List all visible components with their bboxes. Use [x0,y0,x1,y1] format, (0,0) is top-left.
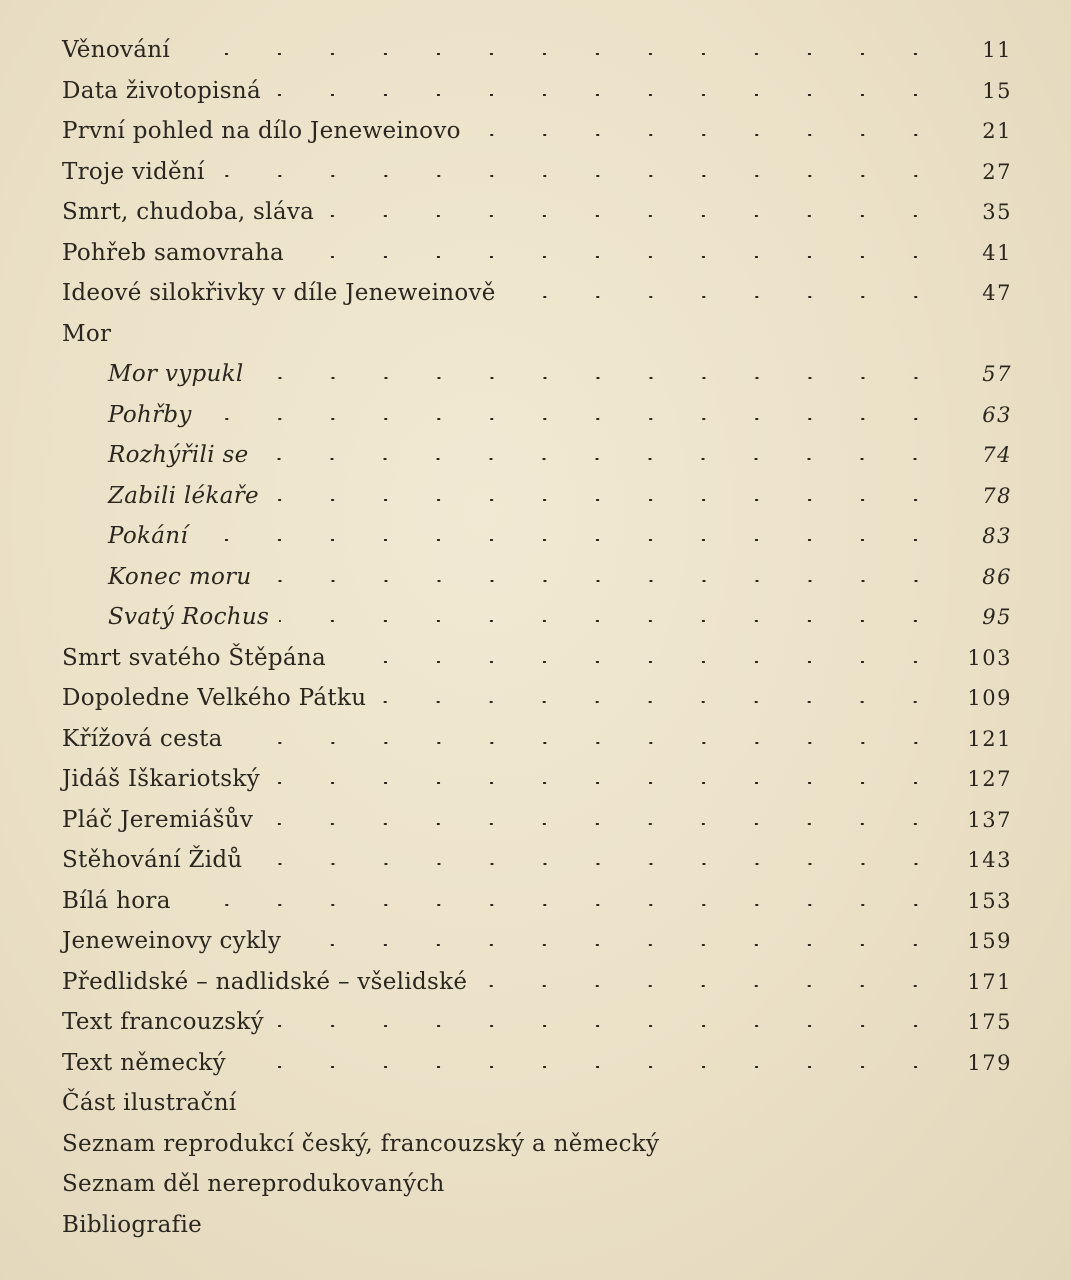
dot-leader [506,296,942,298]
dot-leader [202,418,942,420]
toc-entry-title: Křížová cesta [62,725,223,752]
toc-entry [62,1164,1012,1205]
toc-entry [62,314,1012,355]
toc-entry-title: Předlidské – nadlidské – všelidské [62,968,468,995]
toc-entry-title: Mor [62,320,112,347]
toc-page-number: 41 [982,240,1012,265]
toc-page-number: 159 [967,929,1012,954]
toc-page-number: 86 [982,564,1012,589]
dot-leader [258,458,942,460]
toc-page-number: 171 [967,969,1012,994]
toc-subentry [62,516,1012,557]
toc-entry-title: Text německý [62,1049,226,1076]
dot-leader [270,782,942,784]
toc-entry-title: Text francouzský [62,1009,264,1036]
dot-leader [215,175,942,177]
dot-leader [274,1025,942,1027]
toc-page-number: 47 [982,281,1012,306]
dot-leader [236,1066,942,1068]
dot-leader [376,701,942,703]
toc-page-number: 57 [982,362,1012,387]
toc-subentry [62,597,1012,638]
toc-entry-title: Bílá hora [62,887,171,914]
dot-leader [263,823,942,825]
toc-page-number: 83 [982,524,1012,549]
dot-leader [269,499,942,501]
toc-page-number: 21 [982,119,1012,144]
toc-page-number: 103 [967,645,1012,670]
toc-entry [62,719,1012,760]
toc-subentry [62,435,1012,476]
toc-entry-title: Ideové silokřivky v díle Jeneweinově [62,280,496,307]
toc-page-number: 15 [982,78,1012,103]
dot-leader [198,539,942,541]
toc-entry [62,800,1012,841]
toc-page-number: 27 [982,159,1012,184]
toc-entry [62,962,1012,1003]
dot-leader [471,134,942,136]
toc-page-number: 95 [982,605,1012,630]
dot-leader [477,985,942,987]
toc-subentry [62,476,1012,517]
toc-page-number: 63 [982,402,1012,427]
toc-entry [62,273,1012,314]
toc-entry-title: Pokání [108,523,189,550]
toc-entry [62,840,1012,881]
toc-entry-title: Zabili lékaře [108,482,259,509]
toc-page-number: 121 [967,726,1012,751]
toc-entry-title: Část ilustrační [62,1090,237,1117]
toc-entry-title: Jeneweinovy cykly [62,928,282,955]
toc-page-number: 35 [982,200,1012,225]
dot-leader [180,53,942,55]
dot-leader [291,944,942,946]
dot-leader [254,377,942,379]
toc-entry-title: Konec moru [108,563,252,590]
toc-entry [62,1083,1012,1124]
toc-entry-title: Rozhýřili se [108,442,249,469]
dot-leader [181,904,942,906]
toc-entry [62,192,1012,233]
toc-entry-title: Pohřby [108,401,192,428]
toc-page-number: 11 [982,38,1012,63]
toc-entry [62,152,1012,193]
toc-entry [62,233,1012,274]
toc-entry-title: Pláč Jeremiášův [62,806,254,833]
toc-page-number: 78 [982,483,1012,508]
dot-leader [233,742,942,744]
dot-leader [294,256,942,258]
toc-page-number: 175 [967,1010,1012,1035]
toc-entry [62,1124,1012,1165]
toc-subentry [62,395,1012,436]
toc-entry [62,921,1012,962]
toc-page-number: 143 [967,848,1012,873]
toc-entry [62,1002,1012,1043]
dot-leader [324,215,942,217]
toc-page-number: 127 [967,767,1012,792]
toc-entry [62,111,1012,152]
toc-entry-title: Smrt svatého Štěpána [62,644,327,671]
toc-entry [62,1043,1012,1084]
toc-entry-title: Data životopisná [62,77,262,104]
dot-leader [253,863,942,865]
toc-entry [62,638,1012,679]
toc-entry-title: Mor vypukl [108,361,244,388]
toc-subentry [62,557,1012,598]
dot-leader [336,661,942,663]
toc-entry-title: Smrt, chudoba, sláva [62,199,315,226]
toc-entry-title: Troje vidění [62,158,205,185]
toc-page-number: 179 [967,1050,1012,1075]
toc-entry-title: Bibliografie [62,1211,203,1238]
table-of-contents [62,30,1012,1245]
dot-leader [262,580,943,582]
toc-entry-title: Svatý Rochus [108,604,270,631]
toc-page-number: 109 [967,686,1012,711]
toc-entry [62,881,1012,922]
toc-page-number: 153 [967,888,1012,913]
toc-page-number: 137 [967,807,1012,832]
toc-entry [62,30,1012,71]
toc-entry-title: Seznam reprodukcí český, francouzský a německý [62,1130,660,1157]
toc-entry-title: Seznam děl nereprodukovaných [62,1171,445,1198]
toc-entry [62,759,1012,800]
toc-entry-title: Věnování [62,37,171,64]
toc-page-number: 74 [982,443,1012,468]
toc-entry [62,1205,1012,1246]
dot-leader [279,620,942,622]
toc-entry-title: Stěhování Židů [62,847,243,874]
dot-leader [271,94,942,96]
toc-entry-title: Dopoledne Velkého Pátku [62,685,367,712]
toc-entry [62,678,1012,719]
toc-entry [62,71,1012,112]
toc-entry-title: První pohled na dílo Jeneweinovo [62,118,461,145]
toc-entry-title: Pohřeb samovraha [62,239,285,266]
toc-subentry [62,354,1012,395]
toc-entry-title: Jidáš Iškariotský [62,766,260,793]
